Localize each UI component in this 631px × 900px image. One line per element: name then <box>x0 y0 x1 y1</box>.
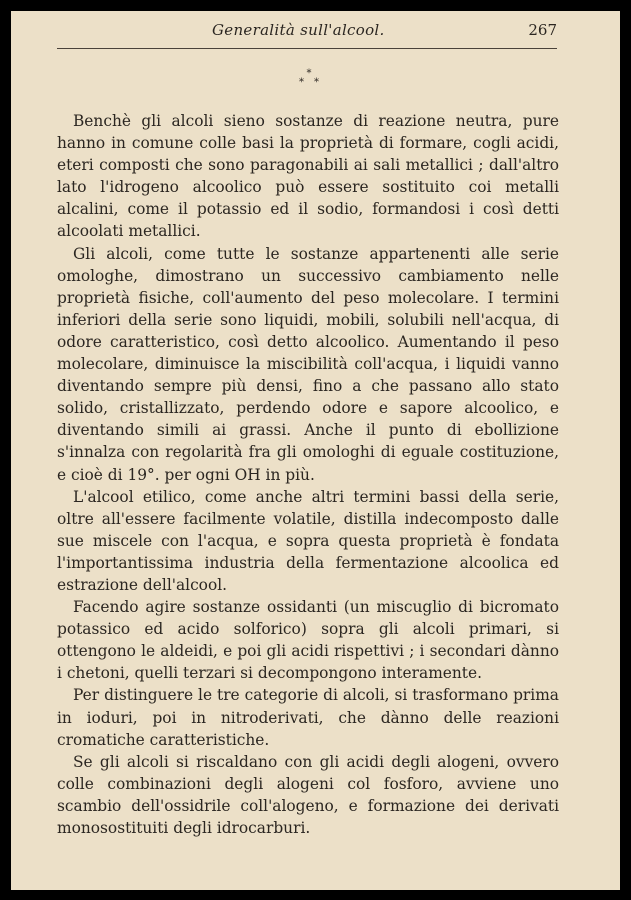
book-page <box>11 11 620 890</box>
asterism-ornament: * * * <box>299 68 319 88</box>
paragraph: Facendo agire sostanze ossidanti (un miscuglio di bicromato potassico ed acido solforico) sopra gli alcoli primari, si ottengono le aldeidi, e poi gli acidi rispettivi ; i secondari dànno i chetoni, quelli terzari si decompongono interamente. <box>57 598 559 683</box>
running-title: Generalità sull'alcool. <box>212 21 385 39</box>
paragraph: Se gli alcoli si riscaldano con gli acidi degli alogeni, ovvero colle combinazioni degli alogeni col fosforo, avviene uno scambio dell'ossidrile coll'alogeno, e formazione dei derivati monosostituiti degli idrocarburi. <box>57 752 559 837</box>
paragraph: Per distinguere le tre categorie di alcoli, si trasformano prima in ioduri, poi in nitroderivati, che dànno delle reazioni cromatiche caratteristiche. <box>57 686 559 749</box>
body-text <box>57 110 559 839</box>
paragraph: Benchè gli alcoli sieno sostanze di reazione neutra, pure hanno in comune colle basi la proprietà di formare, cogli acidi, eteri composti che sono paragonabili ai sali metallici ; dall'altro lato l'idrogeno alcoolico può essere sostituito coi metalli alcalini, come il potassio ed il sodio, formandosi i così detti alcoolati metallici. <box>57 112 559 241</box>
page-number: 267 <box>528 21 557 39</box>
header-rule <box>57 48 557 49</box>
paragraph: L'alcool etilico, come anche altri termini bassi della serie, oltre all'essere facilmente volatile, distilla indecomposto dalle sue miscele con l'acqua, e sopra questa proprietà è fondata l'importantissima industria della fermentazione alcoolica ed estrazione dell'alcool. <box>57 487 559 594</box>
running-head <box>57 21 557 45</box>
paragraph: Gli alcoli, come tutte le sostanze appartenenti alle serie omologhe, dimostrano un successivo cambiamento nelle proprietà fisiche, coll'aumento del peso molecolare. I termini inferiori della serie sono liquidi, mobili, solubili nell'acqua, di odore caratteristico, così detto alcoolico. Aumentando il peso molecolare, diminuisce la miscibilità coll'acqua, i liquidi vanno diventando sempre più densi, fino a che passano allo stato solido, cristallizzato, perdendo odore e sapore alcoolico, e diventando simili ai grassi. Anche il punto di ebollizione s'innalza con regolarità fra gli omologhi di eguale costituzione, e cioè di 19°. per ogni OH in più. <box>57 244 559 484</box>
